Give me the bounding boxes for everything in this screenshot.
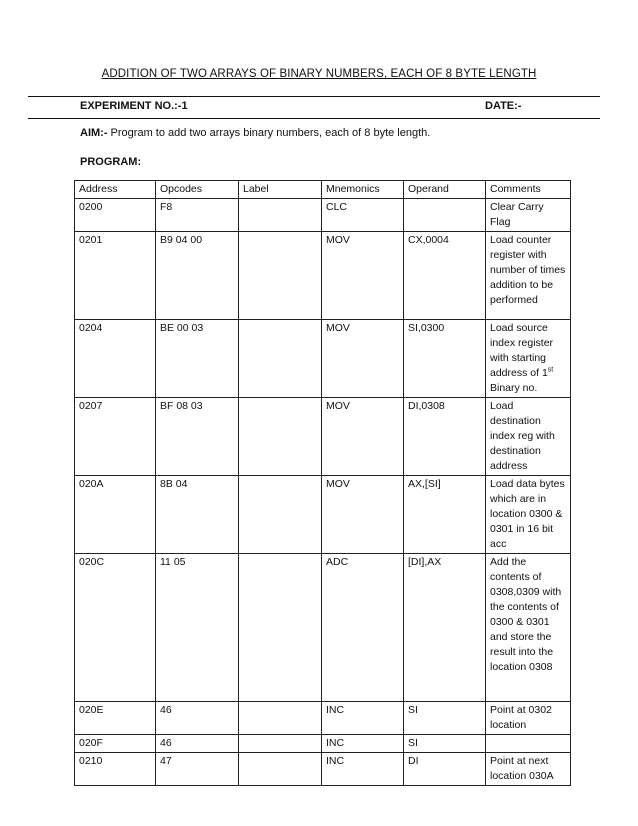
table-row: [75, 554, 571, 702]
document-title: ADDITION OF TWO ARRAYS OF BINARY NUMBERS, EACH OF 8 BYTE LENGTH: [101, 68, 537, 80]
cell-mnemonic: INC: [322, 735, 404, 753]
top-rule: [28, 96, 600, 97]
table-row: [75, 753, 571, 786]
cell-label: [239, 398, 322, 476]
cell-opcode: 46: [156, 702, 239, 735]
header-mnemonics: Mnemonics: [322, 181, 404, 199]
cell-operand: DI: [404, 753, 486, 786]
date-label: DATE:-: [485, 100, 522, 112]
cell-operand: SI: [404, 735, 486, 753]
cell-address: 020E: [75, 702, 156, 735]
cell-opcode: BF 08 03: [156, 398, 239, 476]
cell-opcode: B9 04 00: [156, 232, 239, 320]
cell-comment: [486, 320, 571, 398]
cell-address: 020C: [75, 554, 156, 702]
cell-operand: CX,0004: [404, 232, 486, 320]
cell-comment: Add the contents of 0308,0309 with the contents of 0300 & 0301 and store the result into the location 0308: [486, 554, 571, 702]
cell-comment: Point at next location 030A: [486, 753, 571, 786]
cell-opcode: 8B 04: [156, 476, 239, 554]
cell-comment: Point at 0302 location: [486, 702, 571, 735]
cell-mnemonic: INC: [322, 753, 404, 786]
cell-label: [239, 232, 322, 320]
cell-label: [239, 753, 322, 786]
table-header-row: [75, 181, 571, 199]
table-row: [75, 398, 571, 476]
cell-mnemonic: CLC: [322, 199, 404, 232]
table-row: [75, 702, 571, 735]
cell-opcode: F8: [156, 199, 239, 232]
cell-mnemonic: INC: [322, 702, 404, 735]
cell-address: 020F: [75, 735, 156, 753]
cell-address: 0210: [75, 753, 156, 786]
cell-label: [239, 554, 322, 702]
cell-comment: Load destination index reg with destination address: [486, 398, 571, 476]
cell-address: 0200: [75, 199, 156, 232]
cell-comment: Load data bytes which are in location 0300 & 0301 in 16 bit acc: [486, 476, 571, 554]
cell-label: [239, 320, 322, 398]
comment-text: Load source index register with starting address of 1: [490, 322, 554, 379]
header-address: Address: [75, 181, 156, 199]
program-table: [74, 180, 571, 786]
header-comments: Comments: [486, 181, 571, 199]
aim-text: Program to add two arrays binary numbers, each of 8 byte length.: [107, 127, 431, 139]
table-row: [75, 199, 571, 232]
cell-opcode: 46: [156, 735, 239, 753]
cell-opcode: 11 05: [156, 554, 239, 702]
cell-mnemonic: MOV: [322, 320, 404, 398]
aim-label: AIM:-: [80, 127, 108, 139]
cell-operand: SI: [404, 702, 486, 735]
cell-operand: [404, 199, 486, 232]
header-label: Label: [239, 181, 322, 199]
cell-operand: DI,0308: [404, 398, 486, 476]
aim-line: [80, 127, 430, 139]
cell-operand: SI,0300: [404, 320, 486, 398]
experiment-number: EXPERIMENT NO.:-1: [80, 100, 188, 112]
table-row: [75, 232, 571, 320]
cell-opcode: BE 00 03: [156, 320, 239, 398]
cell-comment: Clear Carry Flag: [486, 199, 571, 232]
comment-tail: Binary no.: [490, 382, 538, 394]
cell-address: 0204: [75, 320, 156, 398]
cell-label: [239, 476, 322, 554]
cell-address: 0201: [75, 232, 156, 320]
program-label: PROGRAM:: [80, 156, 142, 168]
cell-operand: AX,[SI]: [404, 476, 486, 554]
cell-label: [239, 735, 322, 753]
cell-mnemonic: MOV: [322, 476, 404, 554]
ordinal-suffix: st: [547, 366, 554, 374]
cell-comment: [486, 735, 571, 753]
cell-mnemonic: MOV: [322, 398, 404, 476]
header-opcodes: Opcodes: [156, 181, 239, 199]
table-row: [75, 735, 571, 753]
bottom-rule: [28, 118, 600, 119]
cell-comment: Load counter register with number of times addition to be performed: [486, 232, 571, 320]
header-operand: Operand: [404, 181, 486, 199]
table-row: [75, 476, 571, 554]
cell-label: [239, 702, 322, 735]
cell-opcode: 47: [156, 753, 239, 786]
cell-operand: [DI],AX: [404, 554, 486, 702]
cell-mnemonic: ADC: [322, 554, 404, 702]
table-row: [75, 320, 571, 398]
cell-label: [239, 199, 322, 232]
cell-address: 0207: [75, 398, 156, 476]
cell-address: 020A: [75, 476, 156, 554]
cell-mnemonic: MOV: [322, 232, 404, 320]
